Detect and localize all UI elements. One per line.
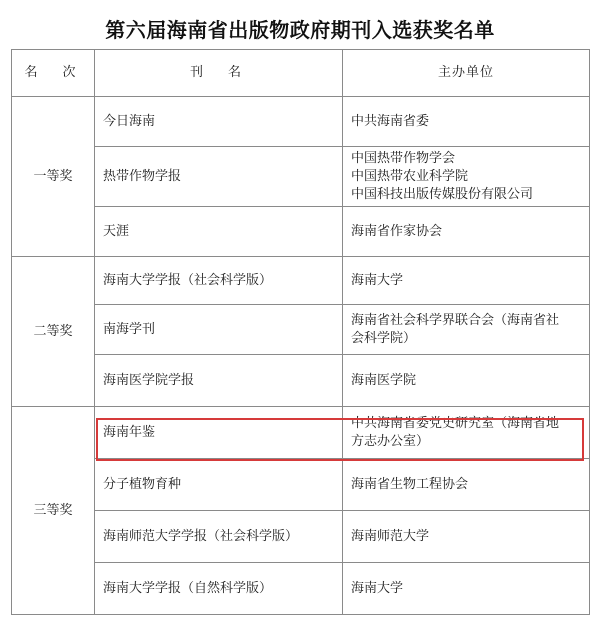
journal-name: 今日海南	[95, 97, 343, 147]
header-organizer: 主办单位	[343, 50, 590, 97]
table-row	[12, 147, 590, 207]
organizer-name: 中共海南省委党史研究室（海南省地 方志办公室）	[343, 407, 590, 459]
award-level-first: 一等奖	[12, 97, 95, 257]
table-header-row	[12, 50, 590, 97]
award-level-third: 三等奖	[12, 407, 95, 615]
table-row	[12, 305, 590, 355]
table-row	[12, 459, 590, 511]
organizer-name: 海南医学院	[343, 355, 590, 407]
organizer-name: 海南大学	[343, 257, 590, 305]
organizer-name: 海南省作家协会	[343, 207, 590, 257]
table-row	[12, 355, 590, 407]
organizer-name: 海南大学	[343, 563, 590, 615]
journal-name: 热带作物学报	[95, 147, 343, 207]
journal-name: 海南医学院学报	[95, 355, 343, 407]
journal-name: 海南师范大学学报（社会科学版）	[95, 511, 343, 563]
journal-name: 海南年鉴	[95, 407, 343, 459]
table-row-highlighted	[12, 407, 590, 459]
organizer-name: 海南省社会科学界联合会（海南省社 会科学院）	[343, 305, 590, 355]
table-row	[12, 207, 590, 257]
table-row	[12, 257, 590, 305]
table-row	[12, 511, 590, 563]
organizer-name: 海南省生物工程协会	[343, 459, 590, 511]
table-row	[12, 97, 590, 147]
organizer-name: 中共海南省委	[343, 97, 590, 147]
awards-table	[11, 49, 590, 615]
header-rank: 名 次	[12, 50, 95, 97]
organizer-name: 中国热带作物学会 中国热带农业科学院 中国科技出版传媒股份有限公司	[343, 147, 590, 207]
journal-name: 南海学刊	[95, 305, 343, 355]
journal-name: 海南大学学报（自然科学版）	[95, 563, 343, 615]
page-title: 第六届海南省出版物政府期刊入选获奖名单	[105, 18, 495, 42]
organizer-name: 海南师范大学	[343, 511, 590, 563]
award-level-second: 二等奖	[12, 257, 95, 407]
header-journal: 刊 名	[95, 50, 343, 97]
journal-name: 海南大学学报（社会科学版）	[95, 257, 343, 305]
table-row	[12, 563, 590, 615]
journal-name: 分子植物育种	[95, 459, 343, 511]
journal-name: 天涯	[95, 207, 343, 257]
